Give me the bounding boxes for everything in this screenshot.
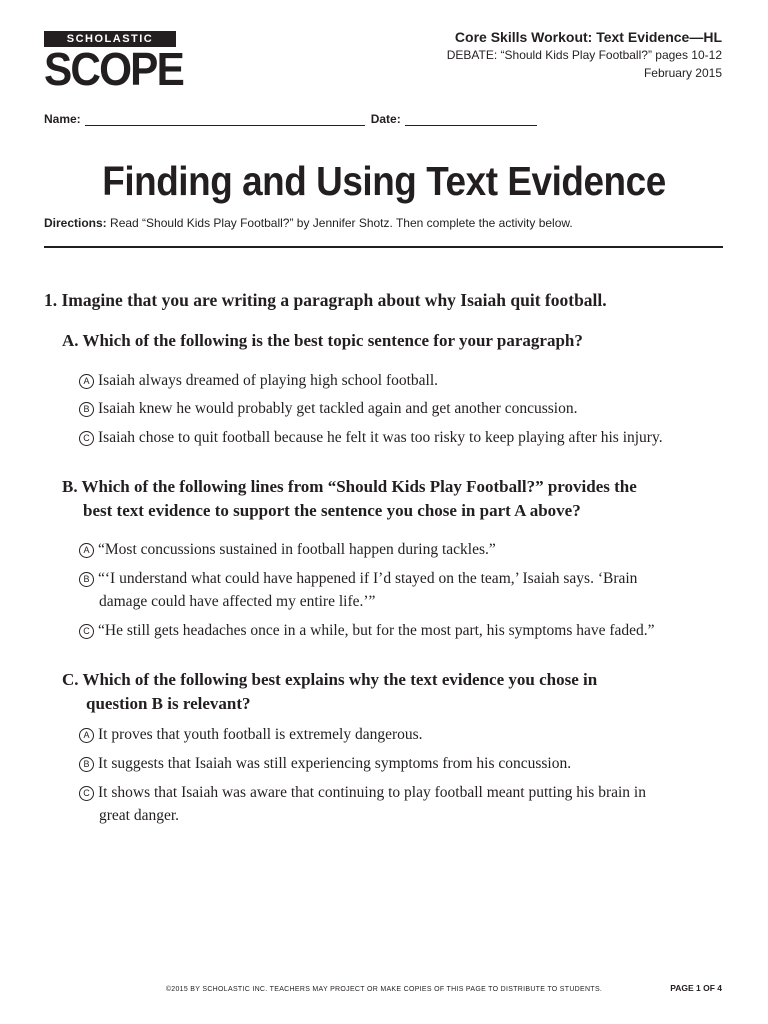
answer-bubble-b[interactable]: B [79, 572, 94, 587]
part-c-option-c[interactable] [79, 781, 646, 827]
worksheet-title: Core Skills Workout: Text Evidence—HL [454, 29, 722, 45]
option-text-cont: damage could have affected my entire life.’” [99, 593, 376, 610]
name-label: Name: [44, 112, 81, 126]
date-field[interactable] [405, 113, 537, 126]
issue-date: February 2015 [643, 66, 722, 80]
option-text: Isaiah chose to quit football because he felt it was too risky to keep playing after his injury. [98, 429, 663, 446]
page-number: PAGE 1 OF 4 [670, 983, 722, 993]
option-text: It suggests that Isaiah was still experiencing symptoms from his concussion. [98, 755, 572, 772]
answer-bubble-c[interactable]: C [79, 431, 94, 446]
directions-label: Directions: [44, 216, 107, 230]
directions [44, 216, 573, 230]
answer-bubble-a[interactable]: A [79, 543, 94, 558]
part-c-heading-line2: question B is relevant? [86, 694, 251, 713]
part-a-option-a[interactable] [79, 369, 438, 392]
part-c-heading [62, 668, 597, 716]
answer-bubble-a[interactable]: A [79, 374, 94, 389]
directions-text: Read “Should Kids Play Football?” by Jennifer Shotz. Then complete the activity below. [106, 216, 573, 230]
part-a-heading: A. Which of the following is the best topic sentence for your paragraph? [62, 331, 583, 350]
part-c-option-a[interactable] [79, 723, 423, 746]
scholastic-scope-logo [44, 31, 183, 95]
part-b-option-b[interactable] [79, 567, 637, 613]
option-text-cont: great danger. [99, 807, 180, 824]
name-field[interactable] [85, 113, 365, 126]
answer-bubble-c[interactable]: C [79, 624, 94, 639]
option-text: It proves that youth football is extremely dangerous. [98, 726, 423, 743]
part-b-heading-line2: best text evidence to support the sentence you chose in part A above? [83, 501, 581, 520]
name-date-row [44, 112, 543, 126]
part-c-heading-line1: C. Which of the following best explains why the text evidence you chose in [62, 670, 598, 689]
option-text: Isaiah always dreamed of playing high school football. [98, 372, 439, 389]
part-a-option-c[interactable] [79, 426, 663, 449]
part-b-heading-line1: B. Which of the following lines from “Should Kids Play Football?” provides the [62, 477, 637, 496]
logo-title: SCOPE [44, 43, 183, 95]
answer-bubble-b[interactable]: B [79, 757, 94, 772]
option-text: “Most concussions sustained in football happen during tackles.” [98, 541, 496, 558]
header-info [447, 28, 722, 82]
part-c-option-b[interactable] [79, 752, 571, 775]
part-b-option-c[interactable] [79, 619, 655, 642]
answer-bubble-c[interactable]: C [79, 786, 94, 801]
copyright-notice: ©2015 BY SCHOLASTIC INC. TEACHERS MAY PROJECT OR MAKE COPIES OF THIS PAGE TO DISTRIBUTE TO STUDENTS. [165, 986, 603, 993]
page-title: Finding and Using Text Evidence [102, 158, 666, 204]
answer-bubble-a[interactable]: A [79, 728, 94, 743]
answer-bubble-b[interactable]: B [79, 402, 94, 417]
option-text: It shows that Isaiah was aware that continuing to play football meant putting his brain in [98, 784, 646, 801]
option-text: “‘I understand what could have happened if I’d stayed on the team,’ Isaiah says. ‘Brain [98, 570, 638, 587]
part-a-option-b[interactable] [79, 397, 578, 420]
logo-publisher: SCHOLASTIC [44, 31, 176, 47]
date-label: Date: [370, 112, 401, 126]
option-text: “He still gets headaches once in a while, but for the most part, his symptoms have faded.” [98, 622, 655, 639]
part-b-option-a[interactable] [79, 538, 496, 561]
article-reference: DEBATE: “Should Kids Play Football?” pages 10-12 [446, 48, 722, 62]
divider [44, 246, 723, 248]
option-text: Isaiah knew he would probably get tackled again and get another concussion. [98, 400, 578, 417]
question-1: 1. Imagine that you are writing a paragraph about why Isaiah quit football. [44, 290, 607, 310]
part-b-heading [62, 475, 637, 523]
